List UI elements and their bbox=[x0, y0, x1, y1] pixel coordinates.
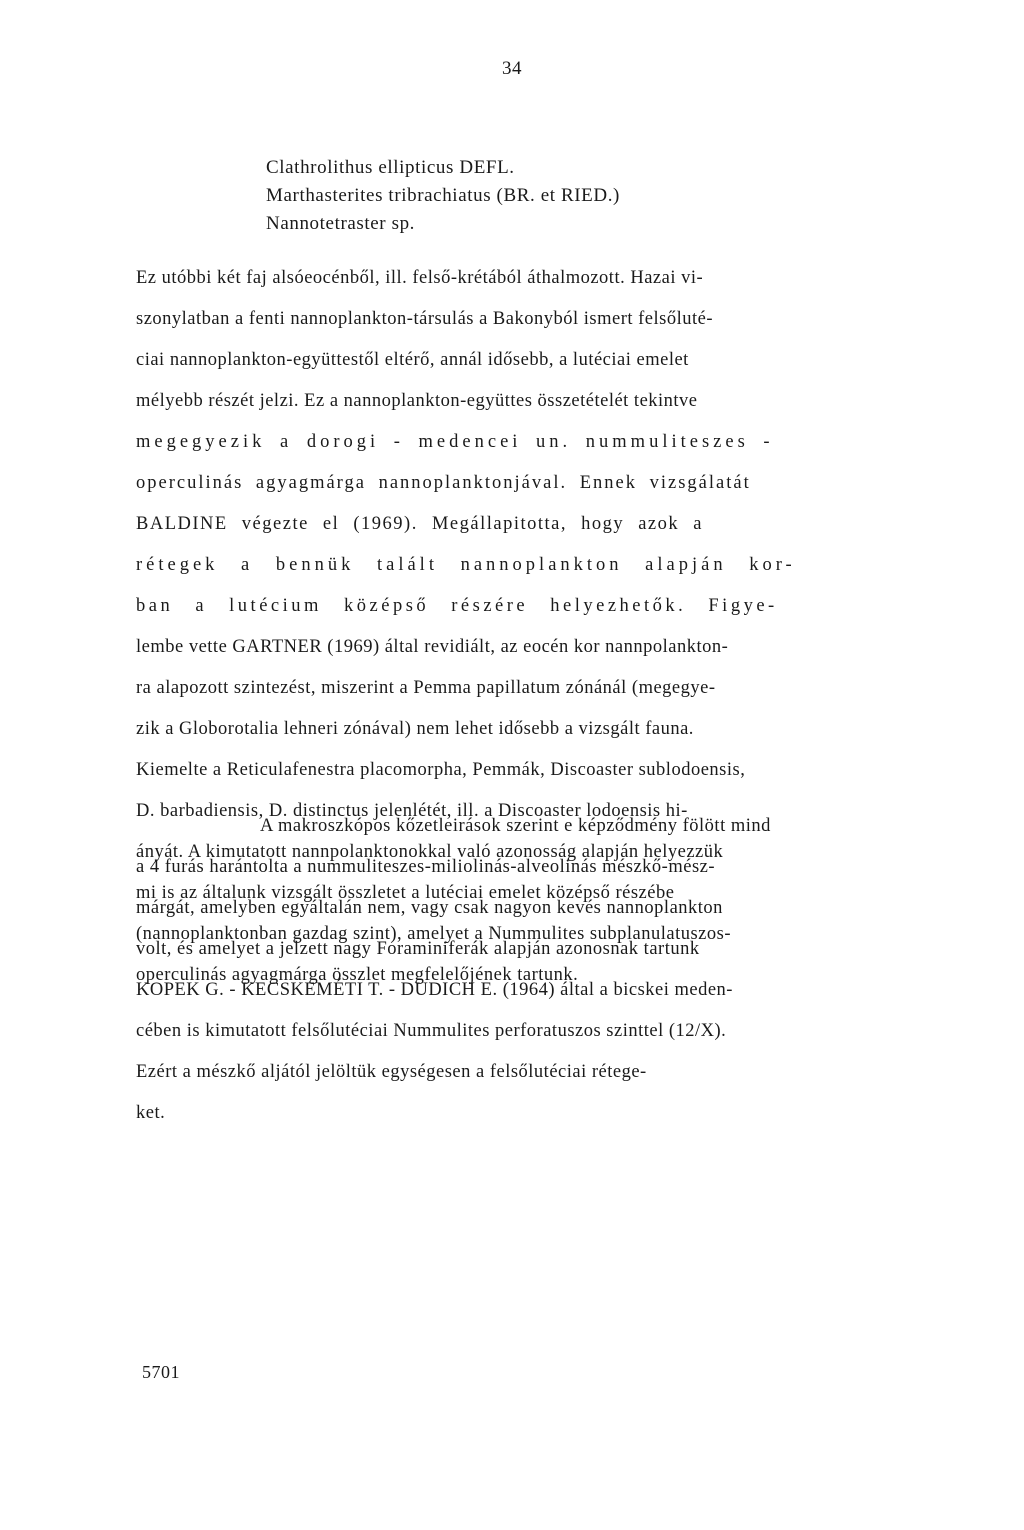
text-line: KOPEK G. - KECSKEMÉTI T. - DUDICH E. (1964) által a bicskei meden- bbox=[136, 980, 733, 1000]
footer-code: 5701 bbox=[142, 1362, 180, 1382]
text-line: megegyezik a dorogi - medencei un. nummuliteszes - bbox=[136, 432, 774, 452]
text-line: ban a lutécium középső részére helyezhetők. Figye- bbox=[136, 596, 778, 616]
text-line: A makroszkópos kőzetleirások szerint e képződmény fölött mind bbox=[260, 816, 771, 836]
text-line: Kiemelte a Reticulafenestra placomorpha, Pemmák, Discoaster sublodoensis, bbox=[136, 760, 746, 780]
species-item: Marthasterites tribrachiatus (BR. et RIED.) bbox=[266, 185, 620, 206]
species-item: Clathrolithus ellipticus DEFL. bbox=[266, 157, 515, 178]
text-line: Ez utóbbi két faj alsóeocénből, ill. felső-krétából áthalmozott. Hazai vi- bbox=[136, 268, 704, 288]
text-line: operculinás agyagmárga összlet megfelelőjének tartunk. bbox=[136, 965, 579, 985]
text-line: a 4 furás harántolta a nummuliteszes-miliolinás-alveolinás mészkő-mész- bbox=[136, 857, 716, 877]
text-line: ányát. A kimutatott nannpolanktonokkal való azonosság alapján helyezzük bbox=[136, 842, 724, 862]
text-line: volt, és amelyet a jelzett nagy Foraminiferák alapján azonosnak tartunk bbox=[136, 939, 700, 959]
page-number: 34 bbox=[502, 58, 522, 79]
text-line: BALDINE végezte el (1969). Megállapitotta, hogy azok a bbox=[136, 514, 703, 534]
text-line: operculinás agyagmárga nannoplanktonjával. Ennek vizsgálatát bbox=[136, 473, 751, 493]
text-line: mélyebb részét jelzi. Ez a nannoplankton-együttes összetételét tekintve bbox=[136, 391, 698, 411]
text-line: Ezért a mészkő aljától jelöltük egységesen a felsőlutéciai rétege- bbox=[136, 1062, 647, 1082]
text-line: (nannoplanktonban gazdag szint), amelyet a Nummulites subplanulatuszos- bbox=[136, 924, 731, 944]
species-list bbox=[266, 154, 620, 238]
text-line: ket. bbox=[136, 1103, 166, 1123]
text-line: szonylatban a fenti nannoplankton-társulás a Bakonyból ismert felsőluté- bbox=[136, 309, 713, 329]
text-line: lembe vette GARTNER (1969) által revidiált, az eocén kor nannpolankton- bbox=[136, 637, 729, 657]
text-line: zik a Globorotalia lehneri zónával) nem lehet idősebb a vizsgált fauna. bbox=[136, 719, 694, 739]
text-line: ciai nannoplankton-együttestől eltérő, annál idősebb, a lutéciai emelet bbox=[136, 350, 689, 370]
text-line: márgát, amelyben egyáltalán nem, vagy csak nagyon kevés nannoplankton bbox=[136, 898, 723, 918]
text-line: D. barbadiensis, D. distinctus jelenlétét, ill. a Discoaster lodoensis hi- bbox=[136, 801, 688, 821]
paragraph-2 bbox=[136, 806, 926, 1134]
species-item: Nannotetraster sp. bbox=[266, 213, 416, 234]
text-line: ra alapozott szintezést, miszerint a Pemma papillatum zónánál (megegye- bbox=[136, 678, 716, 698]
text-line: rétegek a bennük talált nannoplankton alapján kor- bbox=[136, 555, 796, 575]
text-line: mi is az általunk vizsgált összletet a lutéciai emelet középső részébe bbox=[136, 883, 675, 903]
text-line: cében is kimutatott felsőlutéciai Nummulites perforatuszos szinttel (12/X). bbox=[136, 1021, 727, 1041]
